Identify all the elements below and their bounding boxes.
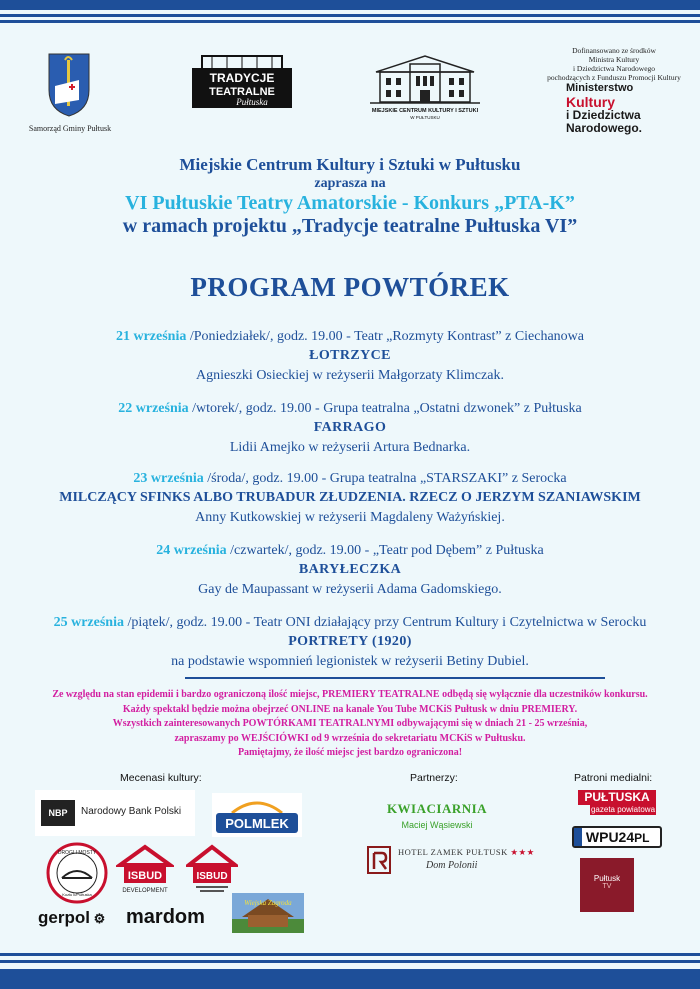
mecenasi-heading: Mecenasi kultury: — [120, 772, 202, 784]
ministry-logo — [566, 82, 650, 135]
hotel-name: HOTEL ZAMEK PUŁTUSK — [398, 847, 508, 857]
drogi-mosty-logo — [46, 842, 108, 904]
ministry-line: Ministerstwo — [566, 82, 634, 94]
covid-notice — [0, 688, 700, 761]
pultusk-tv-name: Pułtusk — [593, 874, 621, 883]
hotel-zamek-logo — [366, 845, 535, 877]
mckis-caption-2: W PUŁTUSKU — [410, 115, 440, 120]
isbud-sub: DEVELOPMENT — [122, 888, 168, 894]
program-title: PROGRAM POWTÓREK — [190, 272, 510, 302]
entry-details: /wtorek/, godz. 19.00 - Grupa teatralna „Ostatni dzwonek” z Pułtuska — [188, 401, 582, 416]
event-title: VI Pułtuskie Teatry Amatorskie - Konkurs „PTA-K” — [125, 192, 575, 214]
entry-details: /Poniedziałek/, godz. 19.00 - Teatr „Rozmyty Kontrast” z Ciechanowa — [186, 329, 585, 344]
partnerzy-heading: Partnerzy: — [410, 772, 458, 784]
patroni-heading: Patroni medialni: — [574, 772, 653, 784]
notice-line: Każdy spektakl będzie można obejrzeć ONLINE na kanale You Tube MCKiS Pułtusk w dniu PREMIERY. — [122, 703, 578, 715]
mckis-caption-1: MIEJSKIE CENTRUM KULTURY I SZTUKI — [371, 108, 479, 114]
gerpol-logo — [38, 908, 105, 928]
entry-schedule — [0, 541, 700, 560]
program-entry — [0, 399, 700, 458]
entry-schedule — [0, 613, 700, 632]
kwiaciarnia-name: KWIACIARNIA — [386, 801, 488, 816]
kwiaciarnia-owner: Maciej Wąsiewski — [401, 820, 473, 830]
funding-info — [540, 46, 688, 82]
polmlek-text: POLMLEK — [225, 816, 289, 831]
hotel-sub: Dom Polonii — [426, 860, 478, 871]
nbp-name: Narodowy Bank Polski — [81, 806, 182, 817]
entry-details: /czwartek/, godz. 19.00 - „Teatr pod Dębem” z Pułtuska — [226, 543, 544, 558]
drogi-mosty-text: DROGI I MOSTY — [57, 850, 97, 856]
hotel-emblem-icon — [366, 845, 392, 875]
pultuska-name: PUŁTUSKA — [578, 790, 656, 805]
tradycje-teatralne-logo — [192, 54, 292, 112]
nbp-logo — [35, 790, 195, 836]
wiejska-zagroda-text: Wiejska Zagroda — [244, 899, 292, 907]
isbud-logo — [186, 843, 238, 895]
entry-title: ŁOTRZYCE — [309, 348, 391, 363]
entry-details: /piątek/, godz. 19.00 - Teatr ONI działający przy Centrum Kultury i Czytelnictwa w Serocku — [123, 615, 647, 630]
organizer: Miejskie Centrum Kultury i Sztuki w Pułtusku — [179, 155, 521, 174]
ministry-line: Narodowego. — [566, 121, 643, 135]
entry-schedule — [0, 327, 700, 346]
entry-date: 25 września — [53, 615, 124, 630]
program-entry — [0, 469, 700, 528]
entry-title: FARRAGO — [313, 420, 387, 435]
wpu24-logo — [572, 826, 662, 848]
notice-line: Pamiętajmy, że ilość miejsc jest bardzo ograniczona! — [237, 747, 463, 758]
gerpol-text: gerpol — [38, 908, 90, 927]
program-entry — [0, 327, 700, 386]
entry-author: Lidii Amejko w reżyserii Artura Bednarka. — [229, 440, 471, 455]
pultuska-gazeta-logo — [578, 790, 656, 816]
notice-line: zapraszamy po WEJŚCIÓWKI od 9 września do sekretariatu MCKiS w Pułtusku. — [174, 732, 526, 744]
tradycje-line-3: Pułtuska — [236, 97, 268, 107]
project-title: w ramach projektu „Tradycje teatralne Pułtuska VI” — [122, 215, 578, 237]
entry-details: /środa/, godz. 19.00 - Grupa teatralna „STARSZAKI” z Serocka — [203, 471, 567, 486]
tradycje-line-2: TEATRALNE — [209, 86, 275, 98]
invites-text: zaprasza na — [314, 176, 386, 191]
nbp-abbr: NBP — [41, 800, 75, 826]
plate-eu-icon — [574, 828, 582, 846]
mckis-logo — [366, 52, 484, 122]
entry-date: 22 września — [118, 401, 189, 416]
entry-author: Gay de Maupassant w reżyserii Adama Gadomskiego. — [198, 582, 502, 597]
wiejska-zagroda-logo — [232, 893, 304, 933]
crest-caption: Samorząd Gminy Pułtusk — [28, 124, 112, 133]
entry-title: PORTRETY (1920) — [288, 634, 412, 649]
isbud-development-logo — [116, 843, 174, 895]
mardom-logo: mardom — [126, 906, 205, 928]
polmlek-logo — [212, 793, 302, 837]
wpu24-text: WPU24 — [585, 829, 635, 845]
notice-line: Ze względu na stan epidemii i bardzo ograniczoną ilość miejsc, PREMIERY TEATRALNE odbędą się wyłącznie dla uczestników konkursu. — [52, 689, 648, 700]
entry-schedule — [0, 399, 700, 418]
pultusk-tv-logo — [580, 858, 634, 912]
entry-date: 24 września — [156, 543, 227, 558]
hotel-stars: ★★★ — [510, 847, 535, 857]
entry-author: Agnieszki Osieckiej w reżyserii Małgorzaty Klimczak. — [196, 368, 504, 383]
entry-author: na podstawie wspomnień legionistek w reżyserii Betiny Dubiel. — [171, 654, 529, 669]
funding-line: Ministra Kultury — [588, 55, 640, 64]
bottom-stripes — [0, 953, 700, 989]
pultusk-tv-sub: TV — [602, 883, 612, 890]
isbud-text: ISBUD — [127, 870, 163, 882]
pultusk-crest-logo — [45, 50, 93, 120]
tradycje-line-1: TRADYCJE — [209, 71, 275, 85]
entry-date: 23 września — [133, 471, 204, 486]
ministry-line: Kultury — [566, 94, 615, 110]
ministry-line: i Dziedzictwa — [566, 108, 641, 122]
entry-schedule — [0, 469, 700, 488]
program-entry — [0, 613, 700, 672]
top-stripes — [0, 0, 700, 28]
funding-line: i Dziedzictwa Narodowego — [572, 64, 656, 73]
pultuska-sub: gazeta powiatowa — [590, 805, 656, 814]
kwiaciarnia-logo — [382, 801, 492, 830]
entry-author: Anny Kutkowskiej w reżyserii Magdaleny Ważyńskiej. — [195, 510, 505, 525]
drogi-mosty-sub: Kozłu k/Pułtuska — [62, 892, 92, 897]
notice-line: Wszystkich zainteresowanych POWTÓRKAMI TEATRALNYMI odbywającymi się w dniach 21 - 25 września, — [112, 718, 588, 729]
entry-title: MILCZĄCY SFINKS ALBO TRUBADUR ZŁUDZENIA. RZECZ O JERZYM SZANIAWSKIM — [59, 490, 641, 505]
wpu24-suffix: PL — [634, 831, 650, 845]
gerpol-icon: ⚙ — [89, 911, 106, 926]
funding-line: Dofinansowano ze środków — [572, 46, 656, 55]
divider — [185, 677, 605, 679]
isbud2-text: ISBUD — [196, 871, 228, 882]
program-entry — [0, 541, 700, 600]
entry-date: 21 września — [115, 329, 187, 344]
entry-title: BARYŁECZKA — [298, 562, 402, 577]
funding-line: pochodzących z Funduszu Promocji Kultury — [547, 73, 681, 82]
